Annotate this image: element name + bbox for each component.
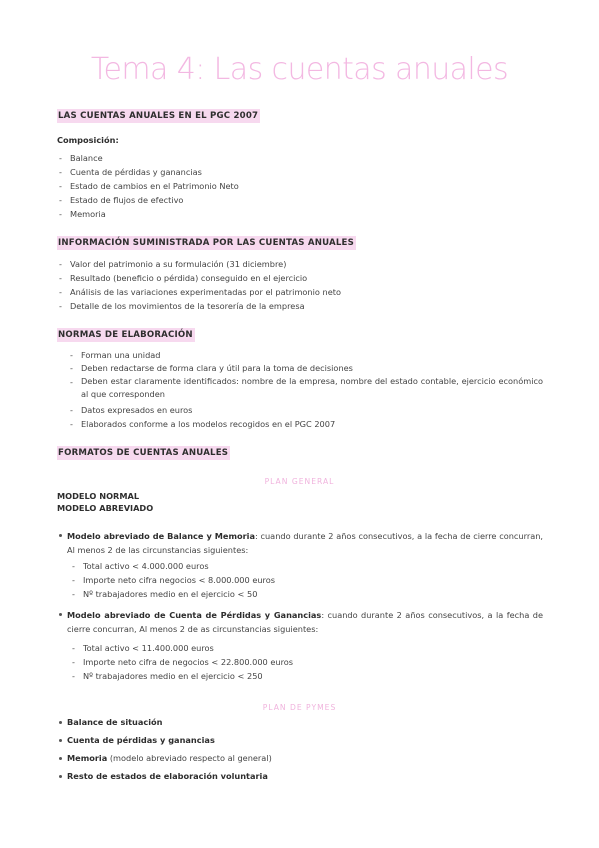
modelo-balance-memoria-paragraph xyxy=(67,529,543,557)
dash-bullet-icon: - xyxy=(70,419,73,429)
bullet-dot-icon xyxy=(59,757,62,760)
modelo-normal-label: MODELO NORMAL xyxy=(57,491,140,501)
bullet-dot-icon xyxy=(59,534,62,537)
dash-bullet-icon: - xyxy=(59,259,62,269)
bullet-dot-icon xyxy=(59,721,62,724)
section-heading-formatos: FORMATOS DE CUENTAS ANUALES xyxy=(58,448,229,458)
dash-bullet-icon: - xyxy=(59,181,62,191)
page-title: Tema 4: Las cuentas anuales xyxy=(90,52,509,87)
bullet-dot-icon xyxy=(59,775,62,778)
modelo-abreviado-label: MODELO ABREVIADO xyxy=(57,503,154,513)
dash-bullet-icon: - xyxy=(72,575,75,585)
dash-bullet-icon: - xyxy=(72,671,75,681)
list-item: Total activo < 4.000.000 euros xyxy=(83,561,209,571)
list-item: Balance xyxy=(70,153,103,163)
dash-bullet-icon: - xyxy=(72,643,75,653)
list-item: Nº trabajadores medio en el ejercicio < 250 xyxy=(83,671,263,681)
subheading-plan-general: PLAN GENERAL xyxy=(264,477,335,486)
dash-bullet-icon: - xyxy=(59,195,62,205)
list-item: Importe neto cifra negocios < 8.000.000 euros xyxy=(83,575,276,585)
dash-bullet-icon: - xyxy=(70,405,73,415)
list-item: Resultado (beneficio o pérdida) conseguido en el ejercicio xyxy=(70,273,308,283)
list-item: Datos expresados en euros xyxy=(81,405,193,415)
section-heading-informacion: INFORMACIÓN SUMINISTRADA POR LAS CUENTAS ANUALES xyxy=(58,238,355,248)
list-item: Elaborados conforme a los modelos recogidos en el PGC 2007 xyxy=(81,419,336,429)
modelo-pyg-paragraph xyxy=(67,608,543,636)
list-item: Deben estar claramente identificados: nombre de la empresa, nombre del estado contable, ejercicio económico al que corresponden xyxy=(81,376,543,399)
bullet-dot-icon xyxy=(59,739,62,742)
subheading-plan-pymes: PLAN DE PYMES xyxy=(262,703,337,712)
pymes-memoria-item xyxy=(67,752,272,764)
section-heading-cuentas-anuales-pgc: LAS CUENTAS ANUALES EN EL PGC 2007 xyxy=(58,111,259,121)
list-item: Detalle de los movimientos de la tesorería de la empresa xyxy=(70,301,305,311)
dash-bullet-icon: - xyxy=(59,167,62,177)
list-item: Forman una unidad xyxy=(81,350,161,360)
pymes-memoria-label: Memoria xyxy=(67,753,108,763)
pymes-pyg-item: Cuenta de pérdidas y ganancias xyxy=(67,735,215,745)
list-item: Total activo < 11.400.000 euros xyxy=(83,643,214,653)
bullet-dot-icon xyxy=(59,613,62,616)
list-item: Importe neto cifra de negocios < 22.800.000 euros xyxy=(83,657,294,667)
list-item: Estado de flujos de efectivo xyxy=(70,195,184,205)
pymes-resto-item: Resto de estados de elaboración voluntaria xyxy=(67,771,268,781)
section-heading-normas: NORMAS DE ELABORACIÓN xyxy=(58,330,193,340)
dash-bullet-icon: - xyxy=(72,657,75,667)
list-item: Análisis de las variaciones experimentadas por el patrimonio neto xyxy=(70,287,341,297)
list-item: Memoria xyxy=(70,209,106,219)
list-item: Estado de cambios en el Patrimonio Neto xyxy=(70,181,239,191)
dash-bullet-icon: - xyxy=(70,350,73,360)
dash-bullet-icon: - xyxy=(59,273,62,283)
dash-bullet-icon: - xyxy=(72,561,75,571)
modelo-balance-memoria-label: Modelo abreviado de Balance y Memoria xyxy=(67,531,255,541)
dash-bullet-icon: - xyxy=(70,377,73,387)
dash-bullet-icon: - xyxy=(59,209,62,219)
pymes-memoria-text: (modelo abreviado respecto al general) xyxy=(107,753,272,763)
dash-bullet-icon: - xyxy=(59,301,62,311)
dash-bullet-icon: - xyxy=(59,153,62,163)
modelo-pyg-text: : cuando durante 2 años consecutivos, a la fecha de cierre concurran, Al menos 2 de as circunstancias siguientes: xyxy=(67,610,543,634)
list-item: Deben redactarse de forma clara y útil para la toma de decisiones xyxy=(81,363,353,373)
pymes-balance-item: Balance de situación xyxy=(67,717,163,727)
dash-bullet-icon: - xyxy=(59,287,62,297)
dash-bullet-icon: - xyxy=(70,363,73,373)
list-item: Nº trabajadores medio en el ejercicio < 50 xyxy=(83,589,258,599)
modelo-balance-memoria-text: : cuando durante 2 años consecutivos, a la fecha de cierre concurran, Al menos 2 de las circunstancias siguientes: xyxy=(67,531,543,555)
list-item: Valor del patrimonio a su formulación (31 diciembre) xyxy=(70,259,287,269)
modelo-pyg-label: Modelo abreviado de Cuenta de Pérdidas y Ganancias xyxy=(67,610,322,620)
composicion-label: Composición: xyxy=(57,135,119,145)
dash-bullet-icon: - xyxy=(72,589,75,599)
list-item: Cuenta de pérdidas y ganancias xyxy=(70,167,202,177)
